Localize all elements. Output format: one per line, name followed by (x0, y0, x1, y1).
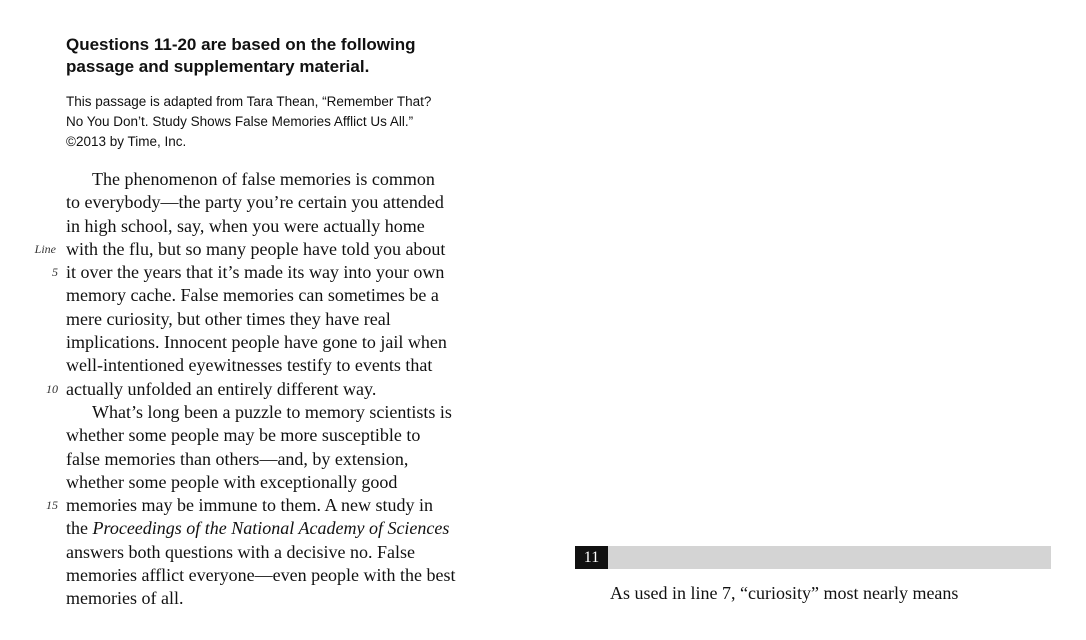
passage-line: Line with the flu, but so many people have told you about (66, 238, 516, 261)
passage-line: memories afflict everyone—even people with the best (66, 565, 456, 586)
passage-text (34, 168, 516, 611)
line-label: Line (34, 241, 56, 256)
source-line-2: No You Don’t. Study Shows False Memories Afflict Us All.” (66, 114, 414, 129)
passage-line: memory cache. False memories can sometimes be a (66, 285, 439, 306)
passage-line: 10 actually unfolded an entirely different way. (66, 378, 516, 401)
passage-line: whether some people with exceptionally good (66, 471, 398, 492)
question-number: 11 (575, 546, 608, 569)
question-stem: As used in line 7, “curiosity” most nearly means (610, 583, 959, 603)
passage-line: The phenomenon of false memories is common (92, 169, 435, 189)
source-line-3: ©2013 by Time, Inc. (66, 134, 187, 149)
passage-line: answers both questions with a decisive no. False (66, 541, 415, 562)
heading-line-2: passage and supplementary material. (66, 57, 370, 76)
question-header-bar (575, 546, 1051, 569)
passage-line: the Proceedings of the National Academy of Sciences (66, 518, 450, 539)
passage-line: implications. Innocent people have gone to jail when (66, 332, 447, 353)
heading-line-1: Questions 11-20 are based on the following (66, 35, 416, 54)
journal-title: Proceedings of the National Academy of Sciences (92, 518, 450, 539)
line-number-15: 15 (46, 498, 58, 513)
passage-line: mere curiosity, but other times they have real (66, 308, 391, 329)
source-line-1: This passage is adapted from Tara Thean, “Remember That? (66, 94, 432, 109)
passage-line: What’s long been a puzzle to memory scientists is (92, 401, 452, 422)
passage-line: memories of all. (66, 588, 184, 609)
passage-line: well-intentioned eyewitnesses testify to events that (66, 355, 433, 376)
passage-header (66, 34, 516, 152)
questions-heading (66, 34, 516, 78)
line-number-5: 5 (52, 265, 58, 280)
passage-line: false memories than others—and, by extension, (66, 448, 409, 469)
passage-line: 5 it over the years that it’s made its way into your own (66, 261, 516, 284)
source-citation (66, 92, 511, 152)
line-number-10: 10 (46, 381, 58, 396)
passage-line: in high school, say, when you were actually home (66, 215, 425, 236)
passage-line: to everybody—the party you’re certain you attended (66, 192, 444, 213)
passage-line: 15 memories may be immune to them. A new study in (66, 494, 516, 517)
passage-line: whether some people may be more susceptible to (66, 425, 421, 446)
